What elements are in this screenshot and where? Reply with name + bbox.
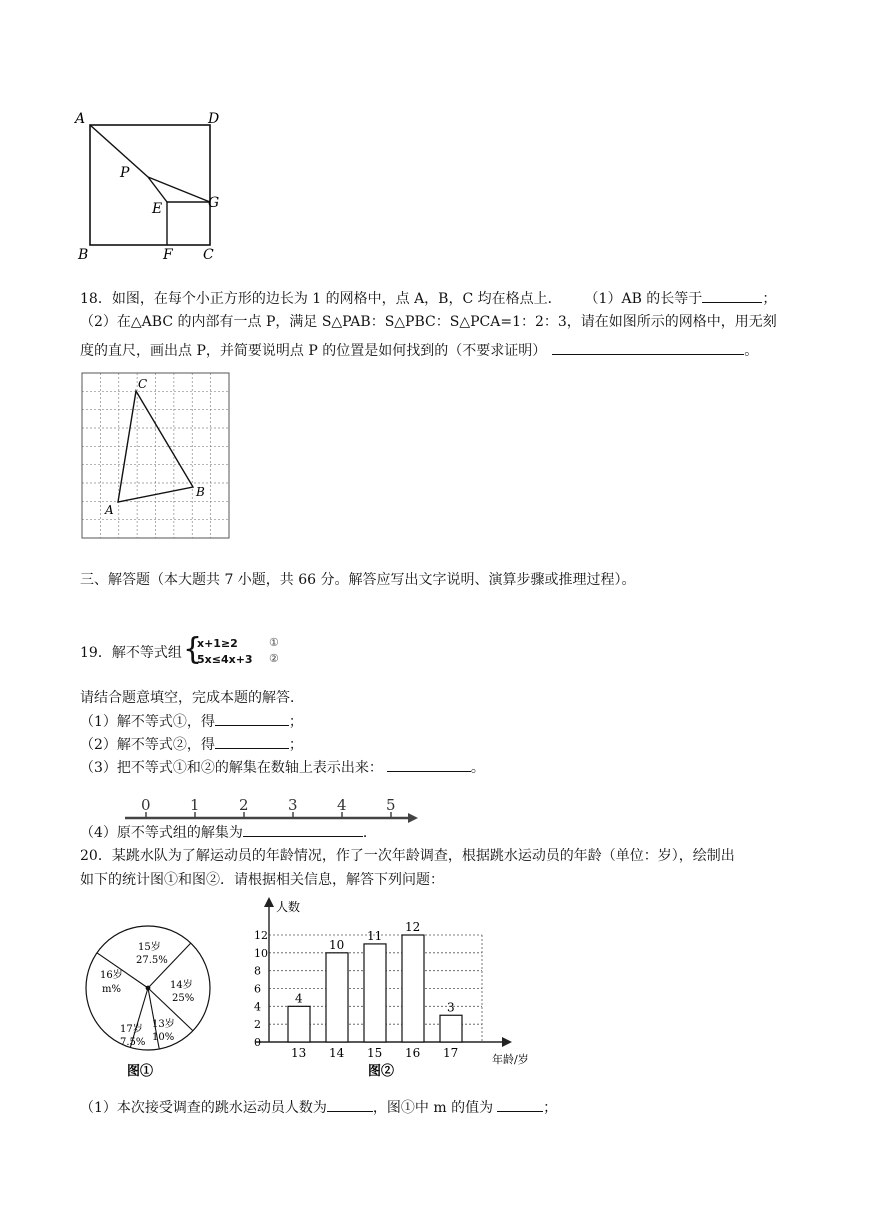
y-tick-label: 2: [254, 1018, 261, 1032]
bar-value-label: 11: [367, 928, 383, 943]
answer-blank[interactable]: [215, 711, 289, 726]
label-B: B: [196, 485, 205, 499]
bar-caption: 图②: [368, 1064, 395, 1079]
bar: [402, 935, 424, 1042]
axis-tick-label: 3: [288, 796, 298, 814]
pie-label-15: 15岁: [138, 942, 161, 953]
pie-chart: [80, 915, 225, 1085]
q20-line2: 如下的统计图①和图②．请根据相关信息，解答下列问题：: [80, 872, 444, 888]
answer-blank[interactable]: [215, 734, 289, 749]
q18-part1: （1）AB 的长等于: [584, 291, 703, 307]
axis-tick-label: 0: [141, 796, 151, 814]
brace-icon: {: [183, 632, 203, 667]
label-C: C: [138, 377, 148, 391]
q19-item1: （1）解不等式①，得 ；: [80, 711, 303, 732]
axis-tick-label: 2: [239, 796, 249, 814]
bar-value-label: 12: [405, 920, 421, 934]
pie-label-13: 13岁: [152, 1019, 175, 1030]
mark-2: ②: [269, 652, 279, 665]
answer-blank[interactable]: [387, 757, 471, 772]
y-tick-label: 0: [254, 1036, 261, 1049]
pie-label-16: 16岁: [100, 970, 123, 981]
number-line: [120, 793, 420, 825]
q18-line3: 度的直尺，画出点 P，并简要说明点 P 的位置是如何找到的（不要求证明） 。: [80, 340, 758, 361]
x-tick-label: 14: [329, 1046, 345, 1060]
grid-figure: [81, 372, 231, 540]
y-tick-label: 12: [254, 929, 268, 942]
pie-pct-17: 7.5%: [120, 1037, 146, 1048]
square-figure: [70, 105, 250, 265]
axis-tick-label: 1: [190, 796, 200, 814]
pie-caption: 图①: [127, 1064, 154, 1079]
answer-blank[interactable]: [497, 1097, 543, 1112]
bar: [440, 1015, 462, 1042]
label-C: C: [203, 247, 214, 263]
inequality-system: [183, 632, 303, 672]
answer-blank[interactable]: [243, 822, 363, 837]
label-G: G: [208, 195, 220, 211]
answer-blank[interactable]: [327, 1097, 373, 1112]
answer-blank[interactable]: [552, 340, 744, 355]
inequality-1: x+1≥2: [197, 637, 238, 650]
bar: [288, 1006, 310, 1042]
bar: [364, 944, 386, 1042]
y-axis-label: 人数: [276, 900, 301, 914]
answer-blank[interactable]: [702, 288, 762, 303]
q18-line1: 18．如图，在每个小正方形的边长为 1 的网格中，点 A，B，C 均在格点上． （1）AB 的长等于 ；: [80, 288, 776, 309]
section-heading: 三、解答题（本大题共 7 小题，共 66 分。解答应写出文字说明、演算步骤或推理过程）。: [80, 572, 636, 588]
label-P: P: [120, 165, 130, 181]
pie-label-14: 14岁: [170, 980, 193, 991]
bar-value-label: 4: [295, 991, 303, 1006]
q20-line1: 20．某跳水队为了解运动员的年龄情况，作了一次年龄调查，根据跳水运动员的年龄（单位：岁），绘制出: [80, 848, 735, 864]
label-A: A: [105, 503, 114, 517]
q19-item3: （3）把不等式①和②的解集在数轴上表示出来： 。: [80, 757, 485, 778]
x-tick-label: 16: [405, 1046, 421, 1060]
q18-stem: 18．如图，在每个小正方形的边长为 1 的网格中，点 A，B，C 均在格点上．: [80, 291, 562, 307]
bar: [326, 953, 348, 1042]
y-tick-label: 4: [254, 1000, 261, 1014]
y-tick-label: 8: [254, 964, 261, 978]
y-tick-label: 6: [254, 982, 261, 996]
x-tick-label: 13: [291, 1046, 307, 1060]
label-E: E: [152, 201, 163, 217]
pie-pct-14: 25%: [172, 993, 195, 1004]
q19-title: 19．解不等式组: [80, 645, 182, 661]
bar-value-label: 3: [447, 1000, 455, 1015]
axis-tick-label: 4: [337, 796, 347, 814]
pie-pct-15: 27.5%: [136, 955, 168, 966]
label-B: B: [78, 247, 89, 263]
pie-pct-16: m%: [102, 984, 121, 995]
q19-intro: 请结合题意填空，完成本题的解答．: [80, 690, 304, 706]
x-tick-label: 17: [443, 1046, 459, 1060]
x-axis-label: 年龄/岁: [492, 1053, 529, 1066]
q19-item4: （4）原不等式组的解集为 ．: [80, 822, 377, 843]
q20-q1: （1）本次接受调查的跳水运动员人数为 ，图①中 m 的值为 ；: [80, 1097, 557, 1118]
bar-value-label: 10: [329, 937, 345, 952]
x-tick-label: 15: [367, 1046, 383, 1060]
label-A: A: [75, 111, 86, 127]
pie-pct-13: 10%: [152, 1032, 175, 1043]
label-D: D: [208, 111, 220, 127]
axis-tick-label: 5: [386, 796, 396, 814]
mark-1: ①: [269, 636, 279, 649]
pie-label-17: 17岁: [120, 1024, 143, 1035]
label-F: F: [163, 247, 173, 263]
q19-item2: （2）解不等式②，得 ；: [80, 734, 303, 755]
bar-chart: [240, 895, 540, 1085]
inequality-2: 5x≤4x+3: [197, 653, 253, 666]
y-tick-label: 10: [254, 946, 268, 960]
q18-line2: （2）在△ABC 的内部有一点 P，满足 S△PAB：S△PBC：S△PCA=1：2：3，请在如图所示的网格中，用无刻: [80, 314, 777, 330]
